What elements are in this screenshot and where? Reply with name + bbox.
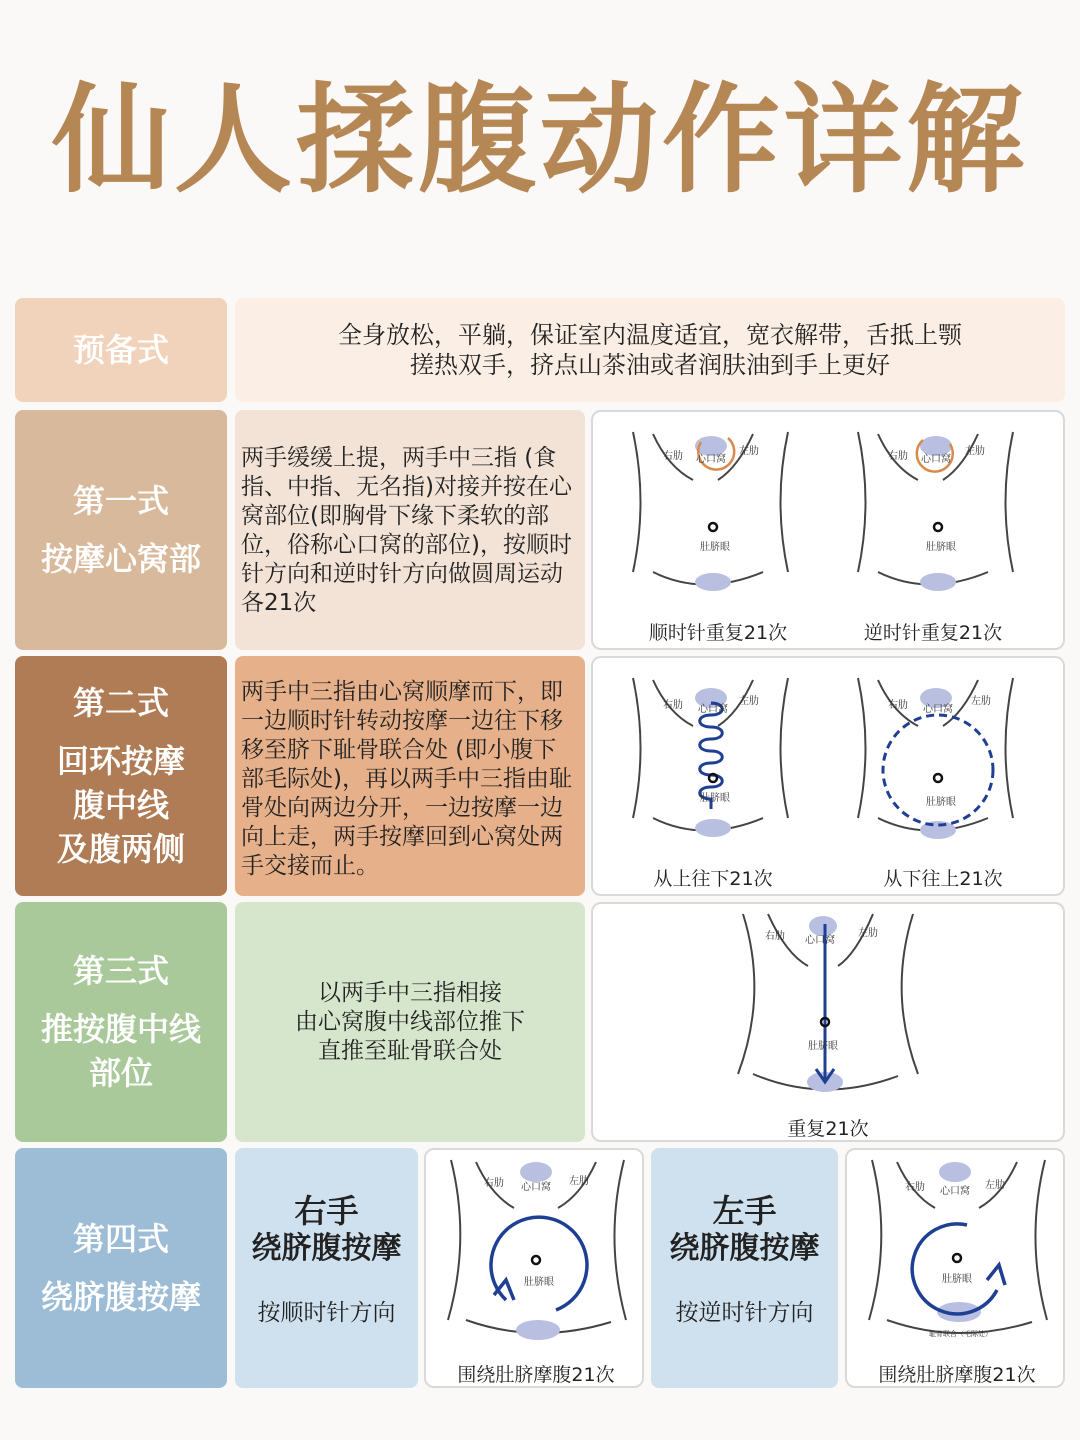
step4-right-figure [424,1148,644,1388]
step2-figure [591,656,1065,896]
step1-label-2: 按摩心窝部 [40,540,201,578]
svg-text:右肋: 右肋 [888,700,908,711]
svg-text:左肋: 左肋 [985,1180,1005,1191]
step2-label-1: 第二式 [72,684,169,722]
svg-text:肚脐眼: 肚脐眼 [926,797,956,808]
svg-text:心口窝: 心口窝 [940,1186,970,1197]
step1-label-1: 第一式 [72,482,169,520]
step4-left-hand-cell [651,1148,838,1388]
right-hand-desc: 按顺时针方向 [257,1300,396,1326]
svg-text:肚脐眼: 肚脐眼 [926,542,956,553]
label-left-rib: 左肋 [739,446,759,457]
svg-text:肚脐眼: 肚脐眼 [942,1274,972,1285]
step3-label-2: 推按腹中线 [40,1010,201,1048]
right-hand-subtitle: 绕脐腹按摩 [251,1231,402,1266]
prep-label-cell [15,298,227,402]
svg-text:肚脐眼: 肚脐眼 [700,793,730,804]
left-hand-subtitle: 绕脐腹按摩 [669,1231,820,1266]
step1-figure [591,410,1065,650]
step4-label-cell [15,1148,227,1388]
step1-diagram [593,412,1067,652]
svg-text:心口窝: 心口窝 [921,454,951,465]
svg-text:左肋: 左肋 [965,446,985,457]
step4-right-hand-cell [235,1148,418,1388]
step2-label-cell [15,656,227,896]
svg-text:心口窝: 心口窝 [923,704,953,715]
svg-text:右肋: 右肋 [484,1178,504,1189]
svg-text:心口窝: 心口窝 [521,1182,551,1193]
step3-line-3: 直推至耻骨联合处 [318,1037,502,1064]
svg-text:左肋: 左肋 [739,696,759,707]
step2-caption-right: 从下往上21次 [883,868,1003,890]
step4-right-diagram [426,1150,646,1390]
step1-caption-left: 顺时针重复21次 [648,622,788,644]
label-right-rib: 右肋 [663,451,683,462]
prep-line-2: 搓热双手，挤点山茶油或者润肤油到手上更好 [410,351,890,379]
step3-label-1: 第三式 [72,952,169,990]
left-hand-desc: 按逆时针方向 [675,1300,814,1326]
step3-line-2: 由心窝腹中线部位推下 [295,1008,525,1035]
svg-text:右肋: 右肋 [905,1182,925,1193]
step4-label-1: 第四式 [72,1220,169,1258]
step2-desc: 两手中三指由心窝顺摩而下，即一边顺时针转动按摩一边往下移移至脐下耻骨联合处 (即小腹下部毛际处)，再以两手中三指由耻骨处向两边分开，一边按摩一边向上走，两手按摩回到心窝处两手交接而止。 [241,679,572,879]
step1-body-cell [235,410,585,650]
svg-text:左肋: 左肋 [858,928,878,939]
step1-caption-right: 逆时针重复21次 [863,622,1003,644]
step2-label-3: 腹中线 [72,786,169,824]
step2-label-2: 回环按摩 [56,742,185,780]
prep-body-cell [235,298,1065,402]
svg-text:右肋: 右肋 [765,931,785,942]
step4-label-2: 绕脐腹按摩 [40,1278,201,1316]
step2-label-4: 及腹两侧 [56,830,185,868]
svg-text:左肋: 左肋 [569,1176,589,1187]
label-heart-pit: 心口窝 [696,454,726,465]
step4-left-figure [845,1148,1065,1388]
svg-text:肚脐眼: 肚脐眼 [808,1041,838,1052]
step3-label-cell [15,902,227,1142]
step2-body-cell [235,656,585,896]
step3-diagram [593,904,1067,1144]
svg-text:肚脐眼: 肚脐眼 [524,1277,554,1288]
step1-label-cell [15,410,227,650]
step3-body-cell [235,902,585,1142]
svg-text:左肋: 左肋 [971,696,991,707]
prep-label: 预备式 [72,331,169,369]
svg-text:右肋: 右肋 [888,451,908,462]
right-hand-title: 右手 [294,1192,359,1230]
label-navel: 肚脐眼 [700,542,730,553]
step1-desc: 两手缓缓上提，两手中三指 (食指、中指、无名指)对接并按在心窝部位(即胸骨下缘下柔软的部位，俗称心口窝的部位)，按顺时针方向和逆时针方向做圆周运动各21次 [241,445,572,616]
svg-text:右肋: 右肋 [663,700,683,711]
step3-caption: 重复21次 [787,1118,869,1140]
step4-left-diagram [847,1150,1067,1390]
prep-line-1: 全身放松，平躺，保证室内温度适宜，宽衣解带，舌抵上颚 [338,321,962,349]
step2-caption-left: 从上往下21次 [653,868,773,890]
svg-text:心口窝: 心口窝 [698,704,728,715]
step2-diagram [593,658,1067,898]
step3-figure [591,902,1065,1142]
page-title: 仙人揉腹动作详解 [51,71,1028,209]
step3-line-1: 以两手中三指相接 [318,979,502,1006]
step3-label-3: 部位 [88,1054,153,1092]
step4-left-caption: 围绕肚脐摩腹21次 [878,1364,1036,1386]
step4-right-caption: 围绕肚脐摩腹21次 [457,1364,615,1386]
left-hand-title: 左手 [712,1192,777,1230]
pubic-note: 耻骨联合（毛际处） [929,1330,992,1338]
svg-text:心口窝: 心口窝 [805,935,835,946]
